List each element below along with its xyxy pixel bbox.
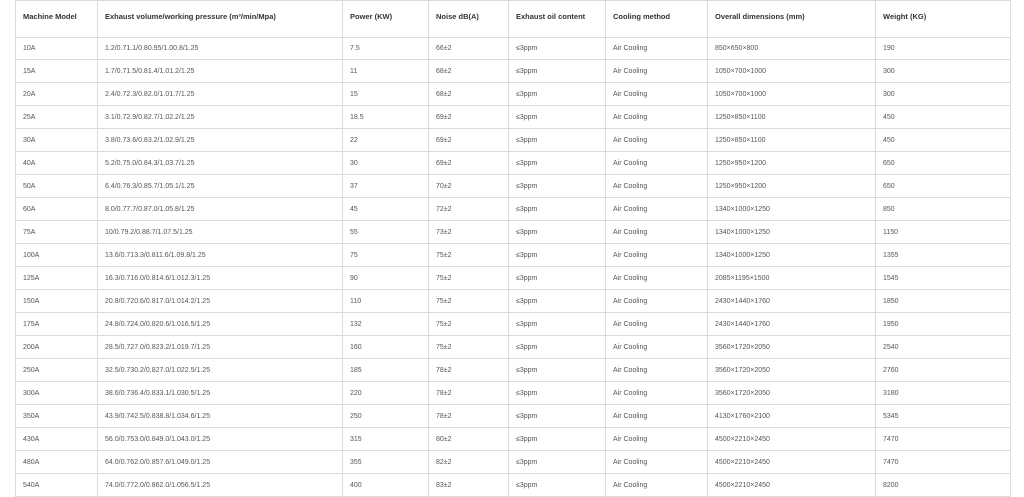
cell-power: 55 (343, 221, 429, 244)
cell-cooling-method: Air Cooling (606, 336, 708, 359)
cell-weight: 2760 (876, 359, 1011, 382)
header-exhaust-oil: Exhaust oil content (509, 1, 606, 38)
cell-machine-model: 175A (16, 313, 98, 336)
cell-exhaust-volume: 2.4/0.72.3/0.82.0/1.01.7/1.25 (98, 83, 343, 106)
cell-machine-model: 10A (16, 38, 98, 60)
cell-overall-dimensions: 1250×950×1200 (708, 152, 876, 175)
cell-exhaust-volume: 16.3/0.716.0/0.814.6/1.012.3/1.25 (98, 267, 343, 290)
table-row (16, 60, 1011, 83)
cell-exhaust-oil: ≤3ppm (509, 129, 606, 152)
cell-machine-model: 250A (16, 359, 98, 382)
cell-cooling-method: Air Cooling (606, 106, 708, 129)
cell-overall-dimensions: 1250×850×1100 (708, 129, 876, 152)
cell-exhaust-volume: 20.8/0.720.6/0.817.0/1.014.2/1.25 (98, 290, 343, 313)
cell-power: 45 (343, 198, 429, 221)
cell-exhaust-oil: ≤3ppm (509, 106, 606, 129)
cell-weight: 1355 (876, 244, 1011, 267)
cell-power: 160 (343, 336, 429, 359)
table-row (16, 106, 1011, 129)
cell-power: 110 (343, 290, 429, 313)
cell-overall-dimensions: 3560×1720×2050 (708, 336, 876, 359)
table-row (16, 428, 1011, 451)
spec-table-container (15, 0, 1010, 497)
cell-cooling-method: Air Cooling (606, 405, 708, 428)
cell-machine-model: 40A (16, 152, 98, 175)
cell-weight: 5345 (876, 405, 1011, 428)
cell-exhaust-volume: 32.5/0.730.2/0.827.0/1.022.5/1.25 (98, 359, 343, 382)
cell-power: 22 (343, 129, 429, 152)
table-row (16, 244, 1011, 267)
cell-overall-dimensions: 1340×1000×1250 (708, 221, 876, 244)
cell-power: 37 (343, 175, 429, 198)
cell-exhaust-volume: 38.6/0.736.4/0.833.1/1.030.5/1.25 (98, 382, 343, 405)
header-cooling-method: Cooling method (606, 1, 708, 38)
cell-machine-model: 480A (16, 451, 98, 474)
cell-exhaust-volume: 28.5/0.727.0/0.823.2/1.019.7/1.25 (98, 336, 343, 359)
cell-machine-model: 350A (16, 405, 98, 428)
table-row (16, 221, 1011, 244)
cell-exhaust-volume: 43.9/0.742.5/0.838.8/1.034.6/1.25 (98, 405, 343, 428)
cell-machine-model: 60A (16, 198, 98, 221)
cell-exhaust-oil: ≤3ppm (509, 359, 606, 382)
cell-cooling-method: Air Cooling (606, 359, 708, 382)
cell-cooling-method: Air Cooling (606, 60, 708, 83)
cell-exhaust-volume: 8.0/0.77.7/0.87.0/1.05.8/1.25 (98, 198, 343, 221)
cell-exhaust-oil: ≤3ppm (509, 221, 606, 244)
cell-weight: 7470 (876, 428, 1011, 451)
table-row (16, 267, 1011, 290)
cell-cooling-method: Air Cooling (606, 83, 708, 106)
cell-noise: 78±2 (429, 405, 509, 428)
table-row (16, 382, 1011, 405)
cell-overall-dimensions: 1250×950×1200 (708, 175, 876, 198)
cell-cooling-method: Air Cooling (606, 313, 708, 336)
cell-overall-dimensions: 3560×1720×2050 (708, 382, 876, 405)
cell-overall-dimensions: 850×650×800 (708, 38, 876, 60)
cell-machine-model: 430A (16, 428, 98, 451)
cell-overall-dimensions: 2085×1195×1500 (708, 267, 876, 290)
cell-power: 400 (343, 474, 429, 497)
cell-weight: 850 (876, 198, 1011, 221)
cell-noise: 78±2 (429, 382, 509, 405)
cell-machine-model: 100A (16, 244, 98, 267)
cell-noise: 72±2 (429, 198, 509, 221)
cell-cooling-method: Air Cooling (606, 428, 708, 451)
cell-noise: 68±2 (429, 83, 509, 106)
cell-overall-dimensions: 4500×2210×2450 (708, 451, 876, 474)
cell-exhaust-volume: 6.4/0.76.3/0.85.7/1.05.1/1.25 (98, 175, 343, 198)
cell-weight: 3180 (876, 382, 1011, 405)
cell-cooling-method: Air Cooling (606, 267, 708, 290)
cell-noise: 83±2 (429, 474, 509, 497)
cell-noise: 80±2 (429, 428, 509, 451)
cell-noise: 75±2 (429, 267, 509, 290)
cell-exhaust-volume: 10/0.79.2/0.88.7/1.07.5/1.25 (98, 221, 343, 244)
cell-exhaust-oil: ≤3ppm (509, 244, 606, 267)
cell-power: 7.5 (343, 38, 429, 60)
cell-exhaust-volume: 5.2/0.75.0/0.84.3/1.03.7/1.25 (98, 152, 343, 175)
cell-power: 30 (343, 152, 429, 175)
cell-machine-model: 50A (16, 175, 98, 198)
cell-exhaust-oil: ≤3ppm (509, 198, 606, 221)
cell-machine-model: 75A (16, 221, 98, 244)
table-row (16, 175, 1011, 198)
cell-exhaust-volume: 56.0/0.753.0/0.849.0/1.043.0/1.25 (98, 428, 343, 451)
cell-noise: 75±2 (429, 290, 509, 313)
cell-cooling-method: Air Cooling (606, 290, 708, 313)
cell-power: 250 (343, 405, 429, 428)
cell-weight: 2540 (876, 336, 1011, 359)
cell-overall-dimensions: 2430×1440×1760 (708, 290, 876, 313)
table-header-row (16, 1, 1011, 38)
table-row (16, 336, 1011, 359)
cell-machine-model: 30A (16, 129, 98, 152)
cell-exhaust-oil: ≤3ppm (509, 474, 606, 497)
cell-noise: 69±2 (429, 106, 509, 129)
table-row (16, 451, 1011, 474)
cell-machine-model: 540A (16, 474, 98, 497)
cell-cooling-method: Air Cooling (606, 244, 708, 267)
header-overall-dimensions: Overall dimensions (mm) (708, 1, 876, 38)
header-power: Power (KW) (343, 1, 429, 38)
cell-weight: 450 (876, 106, 1011, 129)
cell-overall-dimensions: 1050×700×1000 (708, 60, 876, 83)
cell-machine-model: 150A (16, 290, 98, 313)
cell-weight: 1850 (876, 290, 1011, 313)
cell-overall-dimensions: 4500×2210×2450 (708, 474, 876, 497)
cell-power: 355 (343, 451, 429, 474)
cell-noise: 70±2 (429, 175, 509, 198)
header-exhaust-volume: Exhaust volume/working pressure (m³/min/Mpa) (98, 1, 343, 38)
cell-power: 315 (343, 428, 429, 451)
table-row (16, 129, 1011, 152)
cell-exhaust-oil: ≤3ppm (509, 83, 606, 106)
cell-power: 185 (343, 359, 429, 382)
cell-machine-model: 15A (16, 60, 98, 83)
cell-exhaust-oil: ≤3ppm (509, 405, 606, 428)
cell-machine-model: 25A (16, 106, 98, 129)
header-noise: Noise dB(A) (429, 1, 509, 38)
cell-exhaust-oil: ≤3ppm (509, 175, 606, 198)
cell-cooling-method: Air Cooling (606, 474, 708, 497)
cell-weight: 7470 (876, 451, 1011, 474)
table-row (16, 290, 1011, 313)
cell-weight: 650 (876, 175, 1011, 198)
cell-exhaust-oil: ≤3ppm (509, 451, 606, 474)
cell-overall-dimensions: 4130×1760×2100 (708, 405, 876, 428)
header-weight: Weight (KG) (876, 1, 1011, 38)
cell-exhaust-oil: ≤3ppm (509, 267, 606, 290)
cell-weight: 450 (876, 129, 1011, 152)
cell-overall-dimensions: 2430×1440×1760 (708, 313, 876, 336)
cell-machine-model: 125A (16, 267, 98, 290)
cell-power: 75 (343, 244, 429, 267)
cell-weight: 300 (876, 60, 1011, 83)
cell-exhaust-oil: ≤3ppm (509, 152, 606, 175)
cell-power: 90 (343, 267, 429, 290)
table-row (16, 38, 1011, 60)
cell-cooling-method: Air Cooling (606, 451, 708, 474)
cell-exhaust-oil: ≤3ppm (509, 38, 606, 60)
cell-weight: 1150 (876, 221, 1011, 244)
cell-noise: 69±2 (429, 129, 509, 152)
cell-exhaust-oil: ≤3ppm (509, 60, 606, 83)
cell-overall-dimensions: 4500×2210×2450 (708, 428, 876, 451)
cell-exhaust-volume: 64.0/0.762.0/0.857.6/1.049.0/1.25 (98, 451, 343, 474)
cell-overall-dimensions: 1050×700×1000 (708, 83, 876, 106)
cell-exhaust-volume: 3.8/0.73.6/0.83.2/1.02.9/1.25 (98, 129, 343, 152)
cell-weight: 650 (876, 152, 1011, 175)
cell-exhaust-volume: 24.8/0.724.0/0.820.6/1.016.5/1.25 (98, 313, 343, 336)
cell-cooling-method: Air Cooling (606, 152, 708, 175)
cell-power: 220 (343, 382, 429, 405)
cell-weight: 190 (876, 38, 1011, 60)
cell-exhaust-oil: ≤3ppm (509, 382, 606, 405)
table-row (16, 359, 1011, 382)
cell-machine-model: 200A (16, 336, 98, 359)
cell-noise: 75±2 (429, 313, 509, 336)
cell-cooling-method: Air Cooling (606, 382, 708, 405)
cell-overall-dimensions: 1250×850×1100 (708, 106, 876, 129)
cell-noise: 66±2 (429, 38, 509, 60)
cell-power: 11 (343, 60, 429, 83)
cell-overall-dimensions: 1340×1000×1250 (708, 244, 876, 267)
cell-cooling-method: Air Cooling (606, 175, 708, 198)
table-row (16, 83, 1011, 106)
cell-weight: 300 (876, 83, 1011, 106)
spec-table (15, 0, 1011, 497)
cell-noise: 75±2 (429, 244, 509, 267)
header-machine-model: Machine Model (16, 1, 98, 38)
cell-power: 15 (343, 83, 429, 106)
cell-weight: 8200 (876, 474, 1011, 497)
cell-exhaust-oil: ≤3ppm (509, 290, 606, 313)
table-row (16, 313, 1011, 336)
cell-weight: 1950 (876, 313, 1011, 336)
table-row (16, 474, 1011, 497)
cell-machine-model: 20A (16, 83, 98, 106)
table-row (16, 152, 1011, 175)
cell-cooling-method: Air Cooling (606, 198, 708, 221)
cell-noise: 78±2 (429, 359, 509, 382)
cell-power: 132 (343, 313, 429, 336)
cell-noise: 73±2 (429, 221, 509, 244)
cell-overall-dimensions: 1340×1000×1250 (708, 198, 876, 221)
cell-exhaust-volume: 1.2/0.71.1/0.80.95/1.00.8/1.25 (98, 38, 343, 60)
cell-exhaust-oil: ≤3ppm (509, 428, 606, 451)
cell-exhaust-volume: 3.1/0.72.9/0.82.7/1.02.2/1.25 (98, 106, 343, 129)
cell-overall-dimensions: 3560×1720×2050 (708, 359, 876, 382)
cell-cooling-method: Air Cooling (606, 129, 708, 152)
cell-exhaust-volume: 13.6/0.713.3/0.811.6/1.09.8/1.25 (98, 244, 343, 267)
table-row (16, 405, 1011, 428)
cell-noise: 75±2 (429, 336, 509, 359)
cell-exhaust-volume: 1.7/0.71.5/0.81.4/1.01.2/1.25 (98, 60, 343, 83)
cell-noise: 68±2 (429, 60, 509, 83)
cell-cooling-method: Air Cooling (606, 221, 708, 244)
cell-exhaust-oil: ≤3ppm (509, 336, 606, 359)
cell-weight: 1545 (876, 267, 1011, 290)
cell-machine-model: 300A (16, 382, 98, 405)
cell-cooling-method: Air Cooling (606, 38, 708, 60)
cell-exhaust-oil: ≤3ppm (509, 313, 606, 336)
cell-power: 18.5 (343, 106, 429, 129)
table-row (16, 198, 1011, 221)
cell-noise: 69±2 (429, 152, 509, 175)
cell-noise: 82±2 (429, 451, 509, 474)
cell-exhaust-volume: 74.0/0.772.0/0.862.0/1.056.5/1.25 (98, 474, 343, 497)
